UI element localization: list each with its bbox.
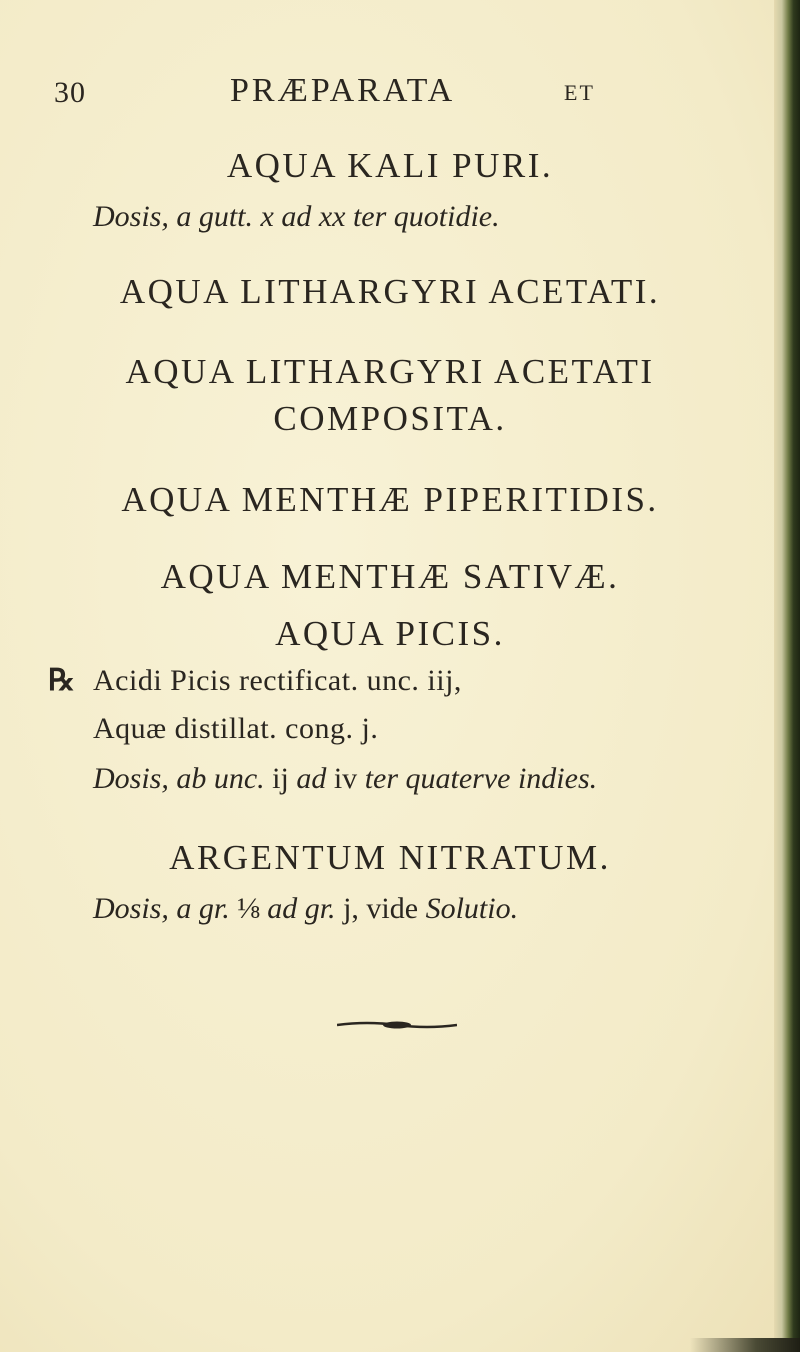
page-corner-shadow — [690, 1338, 800, 1352]
dose-aqua-picis-b: ij — [272, 762, 289, 795]
entry-title-aqua-lithargyri-acetati: AQUA LITHARGYRI ACETATI. — [119, 272, 661, 311]
entry-title-aqua-menthae-sativae: AQUA MENTHÆ SATIVÆ. — [160, 557, 620, 596]
recipe-symbol: ℞ — [48, 664, 75, 697]
running-title: PRÆPARATA — [230, 72, 456, 109]
running-title-tail: ET — [564, 80, 595, 105]
dose-argentum-c: ad gr. — [267, 892, 336, 925]
page-edge-shadow — [774, 0, 800, 1352]
dose-argentum-a: Dosis, a gr. — [93, 892, 230, 925]
recipe-line-aquae-distillat: Aquæ distillat. cong. j. — [93, 712, 379, 745]
dose-aqua-kali-puri: Dosis, a gutt. x ad xx ter quotidie. — [93, 200, 500, 233]
running-header — [54, 72, 754, 112]
dose-aqua-picis-d: iv — [333, 762, 358, 795]
dose-argentum-d: j, vide — [343, 892, 419, 925]
dose-aqua-picis-e: ter quaterve indies. — [364, 762, 598, 795]
entry-title-aqua-kali-puri: AQUA KALI PURI. — [226, 146, 554, 185]
dose-argentum-nitratum — [93, 892, 518, 926]
entry-title-argentum-nitratum: ARGENTUM NITRATUM. — [169, 838, 611, 877]
dose-argentum-b: ⅛ — [237, 892, 260, 925]
dose-argentum-e: Solutio. — [425, 892, 519, 925]
page-number: 30 — [54, 76, 86, 109]
entry-title-aqua-lithargyri-acetati-composita-line2: COMPOSITA. — [273, 399, 507, 438]
entry-title-aqua-menthae-piperitidis: AQUA MENTHÆ PIPERITIDIS. — [121, 480, 659, 519]
recipe-line-acidi-picis: Acidi Picis rectificat. unc. iij, — [93, 664, 462, 697]
entry-title-aqua-picis: AQUA PICIS. — [275, 614, 505, 653]
entry-title-aqua-lithargyri-acetati-composita-line1: AQUA LITHARGYRI ACETATI — [125, 352, 655, 391]
dose-aqua-picis-c: ad — [296, 762, 327, 795]
section-divider-ornament — [337, 1020, 457, 1030]
dose-aqua-picis-a: Dosis, ab unc. — [93, 762, 265, 795]
dose-aqua-picis — [93, 762, 597, 796]
